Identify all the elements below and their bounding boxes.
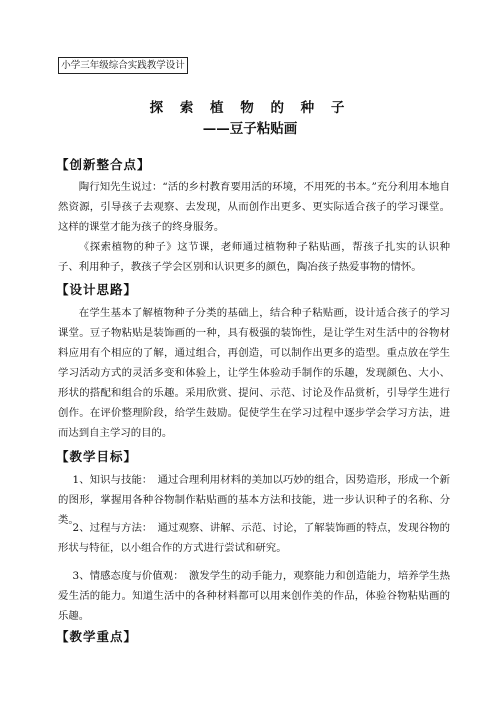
goals-paragraph-3: 3、情感态度与价值观： 激发学生的动手能力，观察能力和创造能力，培养学生热爱生活的能力。知道生活中的各种材料都可以用来创作美的作品，体验谷物粘贴画的乐趣。 bbox=[58, 570, 450, 622]
document-subtitle: ——豆子粘贴画 bbox=[202, 121, 298, 137]
heading-goals: 【教学目标】 bbox=[56, 449, 138, 464]
document-title: 探 索 植 物 的 种 子 bbox=[149, 100, 351, 116]
goals-paragraph-1: 1、知识与技能： 通过合理利用材料的美加以巧妙的组合，因势造形，形成一个新的图形，掌握用各种谷物制作粘贴画的基本方法和技能，进一步认识种子的名称、分类。 bbox=[58, 474, 450, 526]
course-tag-box: 小学三年级综合实践教学设计 bbox=[58, 57, 188, 74]
heading-key-points: 【教学重点】 bbox=[56, 629, 138, 644]
innovation-paragraph-1: 陶行知先生说过：“活的乡村教育要用活的环境，不用死的书本。”充分利用本地自然资源，引导孩子去观察、去发现，从而创作出更多、更实际适合孩子的学习课堂。这样的课堂才能为孩子的终身服务。 bbox=[58, 181, 450, 233]
goals-paragraph-2: 2、过程与方法： 通过观察、讲解、示范、讨论，了解装饰画的特点，发现谷物的形状与特征，以小组合作的方式进行尝试和研究。 bbox=[58, 522, 450, 554]
innovation-paragraph-2: 《探索植物的种子》这节课，老师通过植物种子粘贴画，帮孩子扎实的认识种子、利用种子，教孩子学会区别和认识更多的颜色，陶冶孩子热爱事物的情怀。 bbox=[58, 241, 450, 273]
design-paragraph: 在学生基本了解植物种子分类的基础上，结合种子粘贴画，设计适合孩子的学习课堂。豆子物粘贴是装饰画的一种，具有极强的装饰性，是让学生对生活中的谷物材料应用有个相应的了解，通过组合，再创造，可以制作出更多的造型。重点放在学生学习活动方式的灵活多变和体验上，让学生体验动手制作的乐趣，发现颜色、大小、形状的搭配和组合的乐趣。采用欣赏、提问、示范、讨论及作品赏析，引导学生进行创作。在评价整理阶段，给学生鼓励。促使学生在学习过程中逐步学会学习方法，进而达到自主学习的目的。 bbox=[58, 307, 450, 439]
heading-design: 【设计思路】 bbox=[56, 282, 138, 297]
heading-innovation: 【创新整合点】 bbox=[56, 157, 151, 172]
